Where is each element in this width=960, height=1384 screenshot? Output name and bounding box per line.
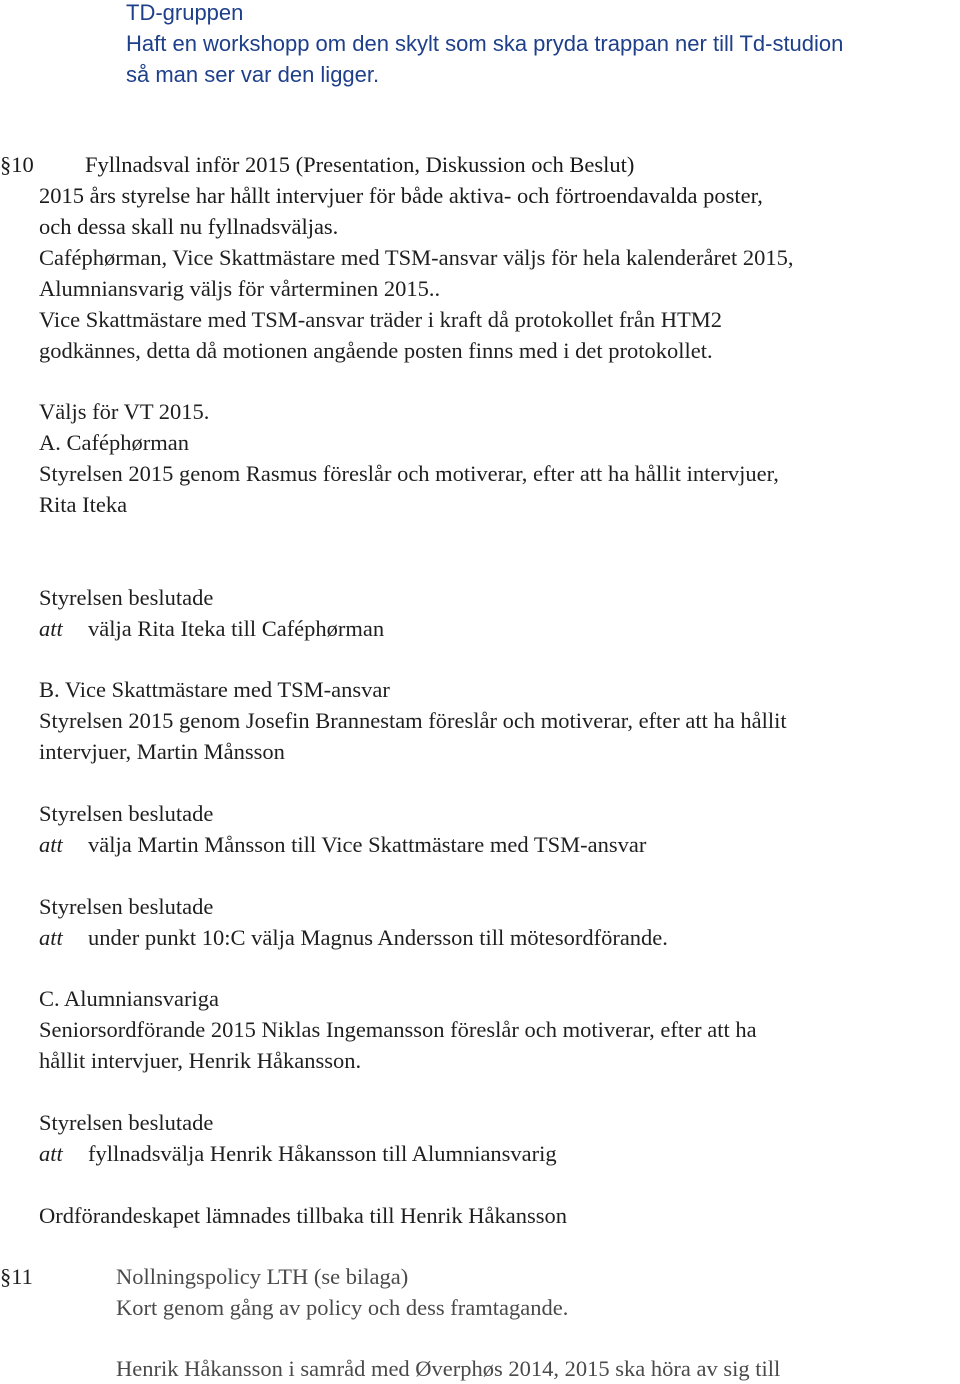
chair-att-text: under punkt 10:C välja Magnus Andersson till mötesordförande. — [88, 925, 668, 950]
section-11-number: §11 — [0, 1264, 33, 1289]
td-group-text-line2: så man ser var den ligger. — [126, 62, 380, 87]
item-c-text-line1: Seniorsordförande 2015 Niklas Ingemansson föreslår och motiverar, efter att ha — [39, 1017, 757, 1042]
section-11-title: Nollningspolicy LTH (se bilaga) — [116, 1264, 409, 1289]
item-a-text-line2: Rita Iteka — [39, 492, 128, 517]
item-b-decision: Styrelsen beslutade — [39, 801, 214, 826]
item-a-text-line1: Styrelsen 2015 genom Rasmus föreslår och motiverar, efter att ha hållit intervjuer, — [39, 461, 779, 486]
item-b-att-text: välja Martin Månsson till Vice Skattmästare med TSM-ansvar — [88, 832, 647, 857]
item-b-text-line2: intervjuer, Martin Månsson — [39, 739, 285, 764]
section-10-p2-line2: godkännes, detta då motionen angående posten finns med i det protokollet. — [39, 338, 713, 363]
item-a-decision: Styrelsen beslutade — [39, 585, 214, 610]
item-c-att-text: fyllnadsvälja Henrik Håkansson till Alumniansvarig — [88, 1141, 557, 1166]
item-a-title: A. Caféphørman — [39, 430, 189, 455]
item-c-text-line2: hållit intervjuer, Henrik Håkansson. — [39, 1048, 362, 1073]
item-b-title: B. Vice Skattmästare med TSM-ansvar — [39, 677, 390, 702]
section-10-title: Fyllnadsval inför 2015 (Presentation, Diskussion och Beslut) — [85, 152, 635, 177]
section-10-p2-line1: Vice Skattmästare med TSM-ansvar träder i kraft då protokollet från HTM2 — [39, 307, 723, 332]
td-group-heading: TD-gruppen — [126, 0, 244, 25]
item-c-title: C. Alumniansvariga — [39, 986, 219, 1011]
chair-att: att — [39, 925, 63, 950]
elected-for-vt: Väljs för VT 2015. — [39, 399, 210, 424]
section-10-p1-line2: Alumniansvarig väljs för vårterminen 2015.. — [39, 276, 441, 301]
section-11-line1: Kort genom gång av policy och dess framtagande. — [116, 1295, 569, 1320]
item-b-att: att — [39, 832, 63, 857]
section-11-line2: Henrik Håkansson i samråd med Øverphøs 2014, 2015 ska höra av sig till — [116, 1356, 781, 1381]
chair-returned: Ordförandeskapet lämnades tillbaka till Henrik Håkansson — [39, 1203, 567, 1228]
item-a-att-text: välja Rita Iteka till Caféphørman — [88, 616, 385, 641]
item-c-att: att — [39, 1141, 63, 1166]
item-a-att: att — [39, 616, 63, 641]
item-b-text-line1: Styrelsen 2015 genom Josefin Brannestam föreslår och motiverar, efter att ha hållit — [39, 708, 787, 733]
item-c-decision: Styrelsen beslutade — [39, 1110, 214, 1135]
section-10-number: §10 — [0, 152, 34, 177]
section-10-p1-line1: Caféphørman, Vice Skattmästare med TSM-ansvar väljs för hela kalenderåret 2015, — [39, 245, 794, 270]
chair-decision: Styrelsen beslutade — [39, 894, 214, 919]
section-10-intro-line2: och dessa skall nu fyllnadsväljas. — [39, 214, 339, 239]
td-group-text-line1: Haft en workshopp om den skylt som ska pryda trappan ner till Td-studion — [126, 31, 844, 56]
section-10-intro-line1: 2015 års styrelse har hållt intervjuer för både aktiva- och förtroendavalda poster, — [39, 183, 763, 208]
